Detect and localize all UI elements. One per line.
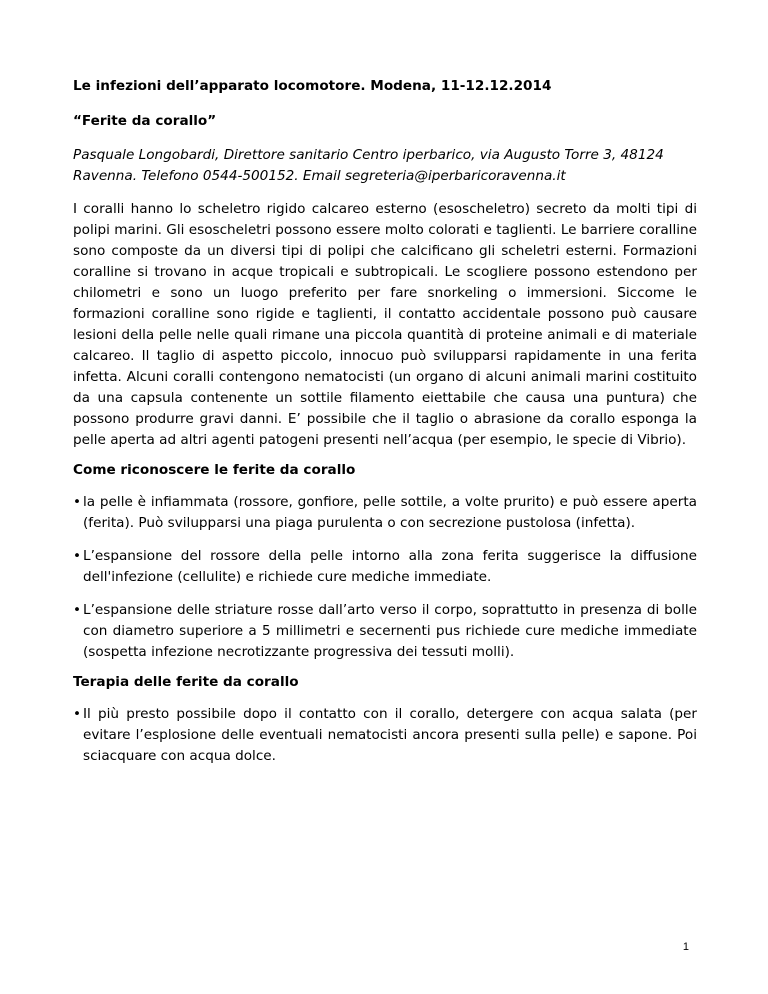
bullet-item: [73, 546, 697, 588]
bullet-text: Il più presto possibile dopo il contatto con il corallo, detergere con acqua salata (per evitare l’esplosione delle eventuali nematocisti ancora presenti sulla pelle) e sapone. Poi sciacquare con acqua dolce.: [83, 706, 697, 764]
section-heading-therapy: Terapia delle ferite da corallo: [73, 674, 299, 690]
therapy-bullet-list: [73, 704, 697, 767]
bullet-item: [73, 600, 697, 663]
document-body: [73, 76, 697, 767]
page-number: 1: [682, 941, 689, 953]
bullet-item: [73, 492, 697, 534]
section-heading-recognition: Come riconoscere le ferite da corallo: [73, 462, 356, 478]
document-subtitle: “Ferite da corallo”: [73, 113, 217, 129]
recognition-bullet-list: [73, 492, 697, 663]
bullet-text: L’espansione delle striature rosse dall’arto verso il corpo, soprattutto in presenza di bolle con diametro superiore a 5 millimetri e secernenti pus richiede cure mediche immediate (sospetta infezione necrotizzante progressiva dei tessuti molli).: [83, 602, 697, 660]
author-line: Pasquale Longobardi, Direttore sanitario Centro iperbarico, via Augusto Torre 3, 48124 Ravenna. Telefono 0544-500152. Email segreteria@iperbaricoravenna.it: [73, 147, 664, 184]
bullet-icon: •: [73, 494, 82, 510]
bullet-item: [73, 704, 697, 767]
bullet-icon: •: [73, 706, 82, 722]
bullet-icon: •: [73, 602, 82, 618]
intro-paragraph: I coralli hanno lo scheletro rigido calcareo esterno (esoscheletro) secreto da molti tipi di polipi marini. Gli esoscheletri possono essere molto colorati e taglienti. Le barriere coralline sono composte da un diversi tipi di polipi che calcificano gli scheletri esterni. Formazioni coralline si trovano in acque tropicali e subtropicali. Le scogliere possono estendono per chilometri e sono un luogo preferito per fare snorkeling o immersioni. Siccome le formazioni coralline sono rigide e taglienti, il contatto accidentale possono può causare lesioni della pelle nelle quali rimane una piccola quantità di proteine animali e di materiale calcareo. Il taglio di aspetto piccolo, innocuo può svilupparsi rapidamente in una ferita infetta. Alcuni coralli contengono nematocisti (un organo di alcuni animali marini costituito da una capsula contenente un sottile filamento eiettabile che causa una puntura) che possono produrre gravi danni. E’ possibile che il taglio o abrasione da corallo esponga la pelle aperta ad altri agenti patogeni presenti nell’acqua (per esempio, le specie di Vibrio).: [73, 201, 697, 448]
document-title: Le infezioni dell’apparato locomotore. Modena, 11-12.12.2014: [73, 78, 552, 94]
bullet-icon: •: [73, 548, 82, 564]
bullet-text: L’espansione del rossore della pelle intorno alla zona ferita suggerisce la diffusione dell'infezione (cellulite) e richiede cure mediche immediate.: [83, 548, 697, 585]
bullet-text: la pelle è infiammata (rossore, gonfiore, pelle sottile, a volte prurito) e può essere aperta (ferita). Può svilupparsi una piaga purulenta o con secrezione pustolosa (infetta).: [83, 494, 697, 531]
